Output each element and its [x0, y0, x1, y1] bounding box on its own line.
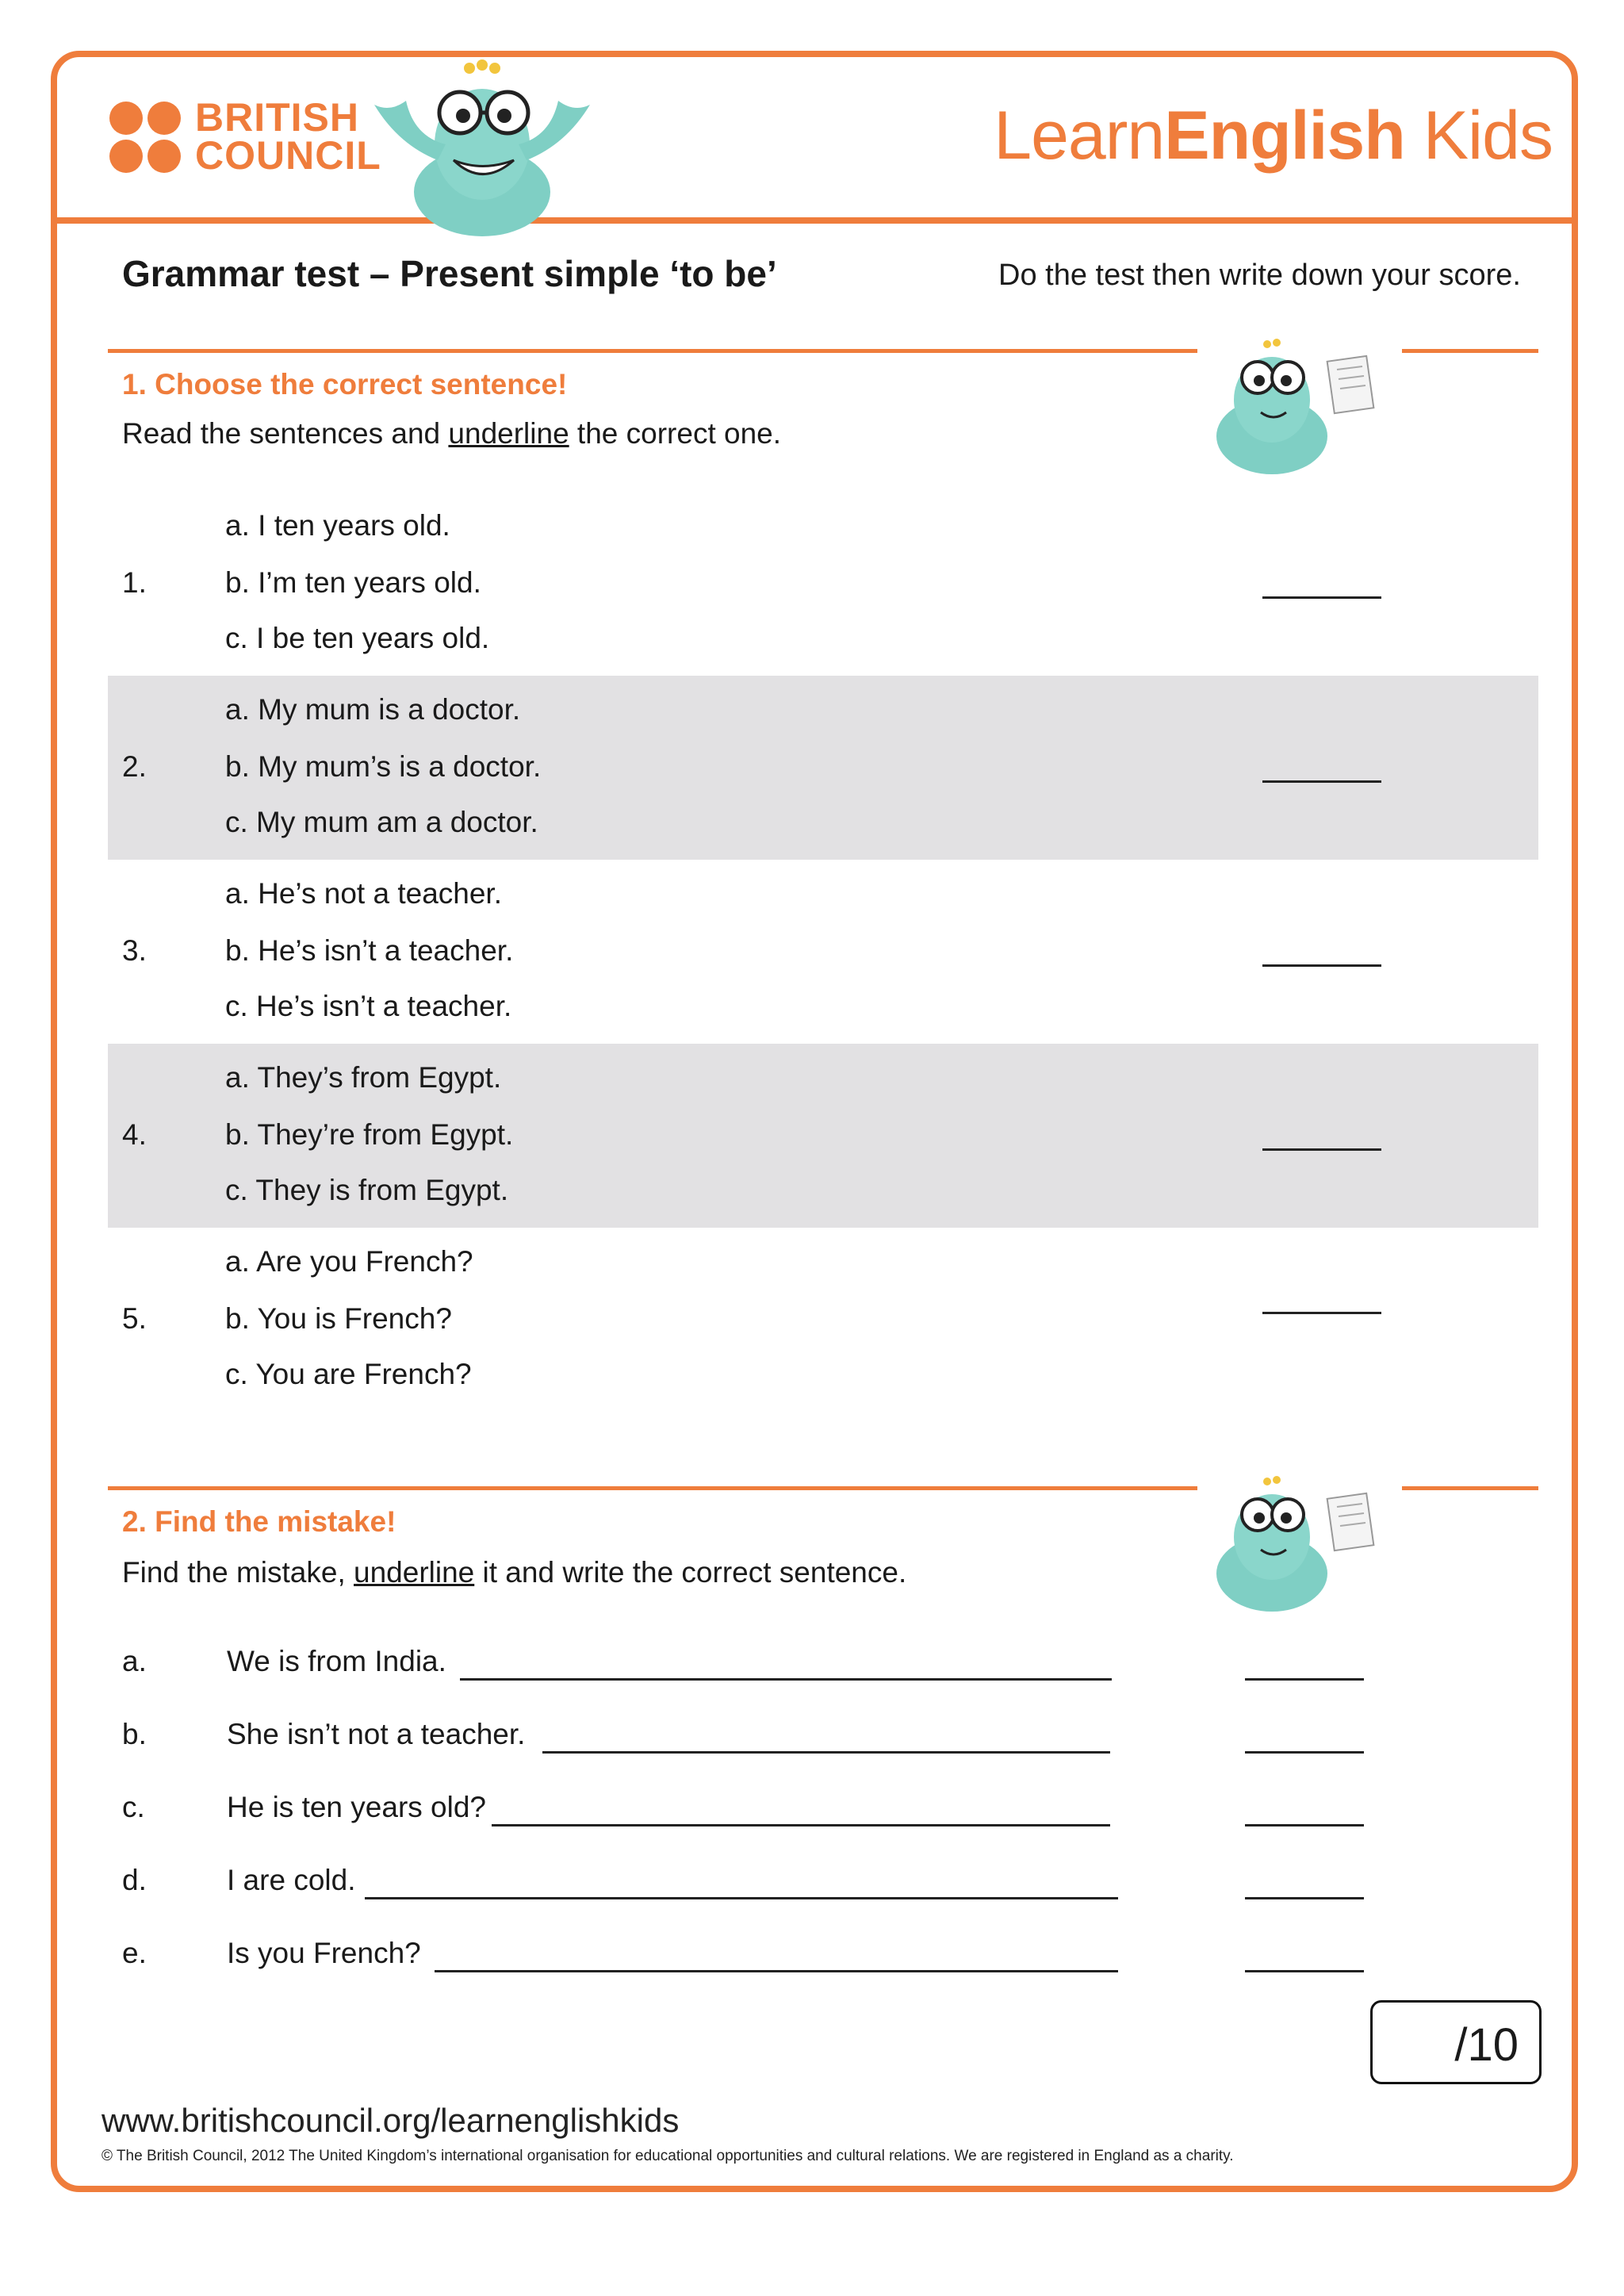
option-b[interactable]: b. I’m ten years old. [225, 566, 481, 599]
british-council-logo [109, 95, 381, 178]
section2-divider-left [108, 1486, 1197, 1490]
answer-line[interactable] [460, 1678, 1112, 1681]
mistake-item [122, 1791, 1470, 1838]
score-blank[interactable] [1262, 1312, 1381, 1314]
page-subtitle: Do the test then write down your score. [998, 259, 1521, 292]
option-a[interactable]: a. He’s not a teacher. [225, 877, 502, 910]
mistake-sentence: I are cold. [227, 1864, 356, 1896]
question-block [108, 860, 1538, 1044]
question-block [108, 492, 1538, 676]
mistake-letter: c. [122, 1791, 145, 1823]
monster-mascot-icon [358, 57, 606, 238]
option-a[interactable]: a. Are you French? [225, 1245, 473, 1278]
option-b[interactable]: b. My mum’s is a doctor. [225, 750, 542, 783]
option-c[interactable]: c. I be ten years old. [225, 622, 490, 654]
total-score-box[interactable] [1370, 2000, 1542, 2084]
footer-copyright: © The British Council, 2012 The United Kingdom’s international organisation for educational opportunities and cultural relations. We are registered in England as a charity. [102, 2148, 1234, 2164]
question-block [108, 676, 1538, 860]
mistake-letter: b. [122, 1718, 147, 1750]
mistake-letter: a. [122, 1645, 147, 1677]
lek-kids: Kids [1404, 98, 1553, 174]
option-c[interactable]: c. He’s isn’t a teacher. [225, 990, 512, 1022]
question-number: 3. [122, 934, 147, 967]
section1-heading: 1. Choose the correct sentence! [122, 368, 568, 401]
mistake-sentence: He is ten years old? [227, 1791, 487, 1823]
option-c[interactable]: c. You are French? [225, 1358, 472, 1390]
british-council-dots-icon [109, 102, 182, 174]
option-a[interactable]: a. My mum is a doctor. [225, 693, 521, 726]
mistake-letter: d. [122, 1864, 147, 1896]
score-blank[interactable] [1245, 1970, 1364, 1972]
page-title: Grammar test – Present simple ‘to be’ [122, 253, 777, 294]
option-a[interactable]: a. I ten years old. [225, 509, 450, 542]
mascot-with-paper-icon [1205, 1470, 1380, 1613]
bc-line1: BRITISH [195, 95, 359, 140]
score-blank[interactable] [1245, 1678, 1364, 1681]
mistake-item [122, 1937, 1470, 1984]
score-blank[interactable] [1262, 596, 1381, 599]
question-block [108, 1044, 1538, 1228]
bc-line2: COUNCIL [195, 133, 381, 178]
mistake-item [122, 1645, 1470, 1692]
score-blank[interactable] [1262, 780, 1381, 783]
mistake-sentence: We is from India. [227, 1645, 446, 1677]
score-blank[interactable] [1245, 1824, 1364, 1826]
section2-instructions: Find the mistake, underline it and write the correct sentence. [122, 1556, 907, 1589]
section2-divider-right [1402, 1486, 1538, 1490]
option-c[interactable]: c. My mum am a doctor. [225, 806, 538, 838]
answer-line[interactable] [542, 1751, 1110, 1754]
lek-learn: Learn [994, 98, 1165, 174]
score-blank[interactable] [1245, 1897, 1364, 1899]
score-blank[interactable] [1245, 1751, 1364, 1754]
section1-divider-right [1402, 349, 1538, 353]
option-b[interactable]: b. He’s isn’t a teacher. [225, 934, 514, 967]
section1-instructions: Read the sentences and underline the correct one. [122, 417, 782, 450]
option-b[interactable]: b. You is French? [225, 1302, 452, 1335]
question-number: 2. [122, 750, 147, 783]
mascot-with-paper-icon [1205, 333, 1380, 476]
mistake-item [122, 1718, 1470, 1765]
section1-divider-left [108, 349, 1197, 353]
score-blank[interactable] [1262, 1148, 1381, 1151]
mistake-sentence: Is you French? [227, 1937, 421, 1969]
question-number: 4. [122, 1118, 147, 1151]
score-blank[interactable] [1262, 964, 1381, 967]
mistake-item [122, 1864, 1470, 1911]
answer-line[interactable] [435, 1970, 1118, 1972]
option-c[interactable]: c. They is from Egypt. [225, 1174, 509, 1206]
mistake-sentence: She isn’t not a teacher. [227, 1718, 526, 1750]
section2-heading: 2. Find the mistake! [122, 1505, 396, 1538]
question-number: 5. [122, 1302, 147, 1335]
option-a[interactable]: a. They’s from Egypt. [225, 1061, 502, 1094]
header-divider [56, 217, 1572, 224]
mistake-letter: e. [122, 1937, 147, 1969]
question-number: 1. [122, 566, 147, 599]
option-b[interactable]: b. They’re from Egypt. [225, 1118, 514, 1151]
learnenglish-kids-logo [994, 97, 1553, 175]
footer-url[interactable]: www.britishcouncil.org/learnenglishkids [102, 2102, 680, 2139]
total-score-label: /10 [1454, 2019, 1519, 2071]
british-council-wordmark [195, 95, 381, 178]
lek-english: English [1164, 98, 1405, 174]
answer-line[interactable] [365, 1897, 1118, 1899]
question-block [108, 1228, 1538, 1412]
answer-line[interactable] [492, 1824, 1110, 1826]
